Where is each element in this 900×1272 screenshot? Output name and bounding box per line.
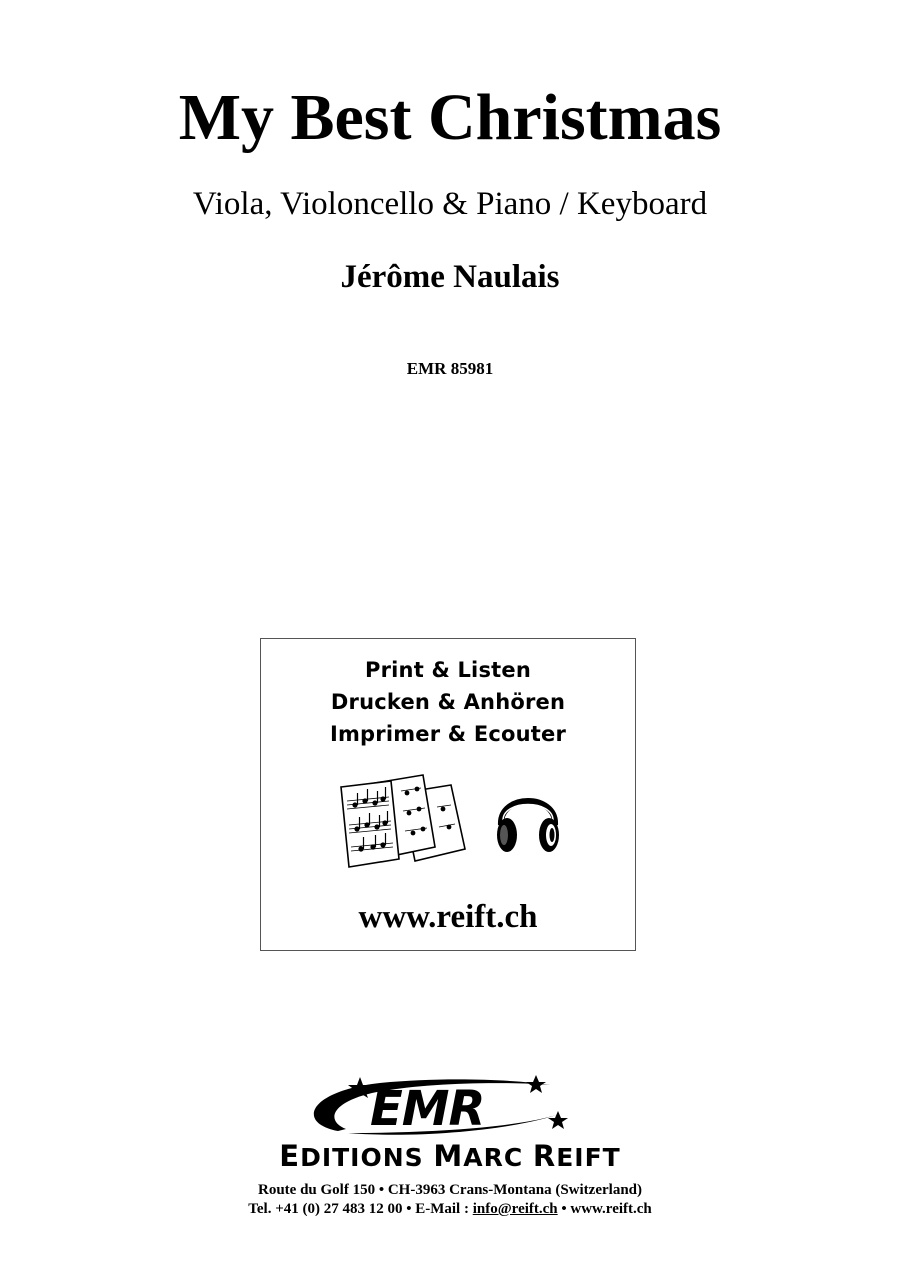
publisher-name-part-3: EIFT [556, 1143, 621, 1172]
publisher-name [0, 1140, 900, 1174]
print-listen-box [260, 638, 636, 951]
sheet-music-icon [339, 771, 469, 871]
title: My Best Christmas [178, 81, 722, 154]
publisher-contact [0, 1199, 900, 1219]
composer-name: Jérôme Naulais [340, 259, 560, 295]
publisher-web[interactable]: • www.reift.ch [557, 1201, 652, 1217]
publisher-name-cap-1: E [279, 1139, 301, 1173]
promo-line-english: Print & Listen [365, 658, 531, 682]
catalog-number: EMR 85981 [406, 359, 494, 378]
emr-logo [300, 1073, 600, 1145]
publisher-name-cap-3: R [532, 1139, 557, 1173]
publisher-name-part-2: ARC [463, 1143, 533, 1172]
publisher-address: Route du Golf 150 • CH-3963 Crans-Montana (Switzerland) [258, 1182, 642, 1198]
emr-logo-text: EMR [370, 1081, 485, 1137]
headphones-icon [493, 781, 563, 857]
promo-line-french: Imprimer & Ecouter [329, 722, 567, 746]
publisher-name-part-1: DITIONS [300, 1143, 434, 1172]
publisher-email-link[interactable]: info@reift.ch [472, 1201, 558, 1217]
publisher-name-cap-2: M [433, 1139, 464, 1173]
publisher-tel: Tel. +41 (0) 27 483 12 00 • E-Mail : [248, 1201, 473, 1217]
instrumentation: Viola, Violoncello & Piano / Keyboard [192, 186, 708, 222]
promo-website[interactable]: www.reift.ch [358, 899, 538, 935]
promo-line-german: Drucken & Anhören [330, 690, 566, 714]
